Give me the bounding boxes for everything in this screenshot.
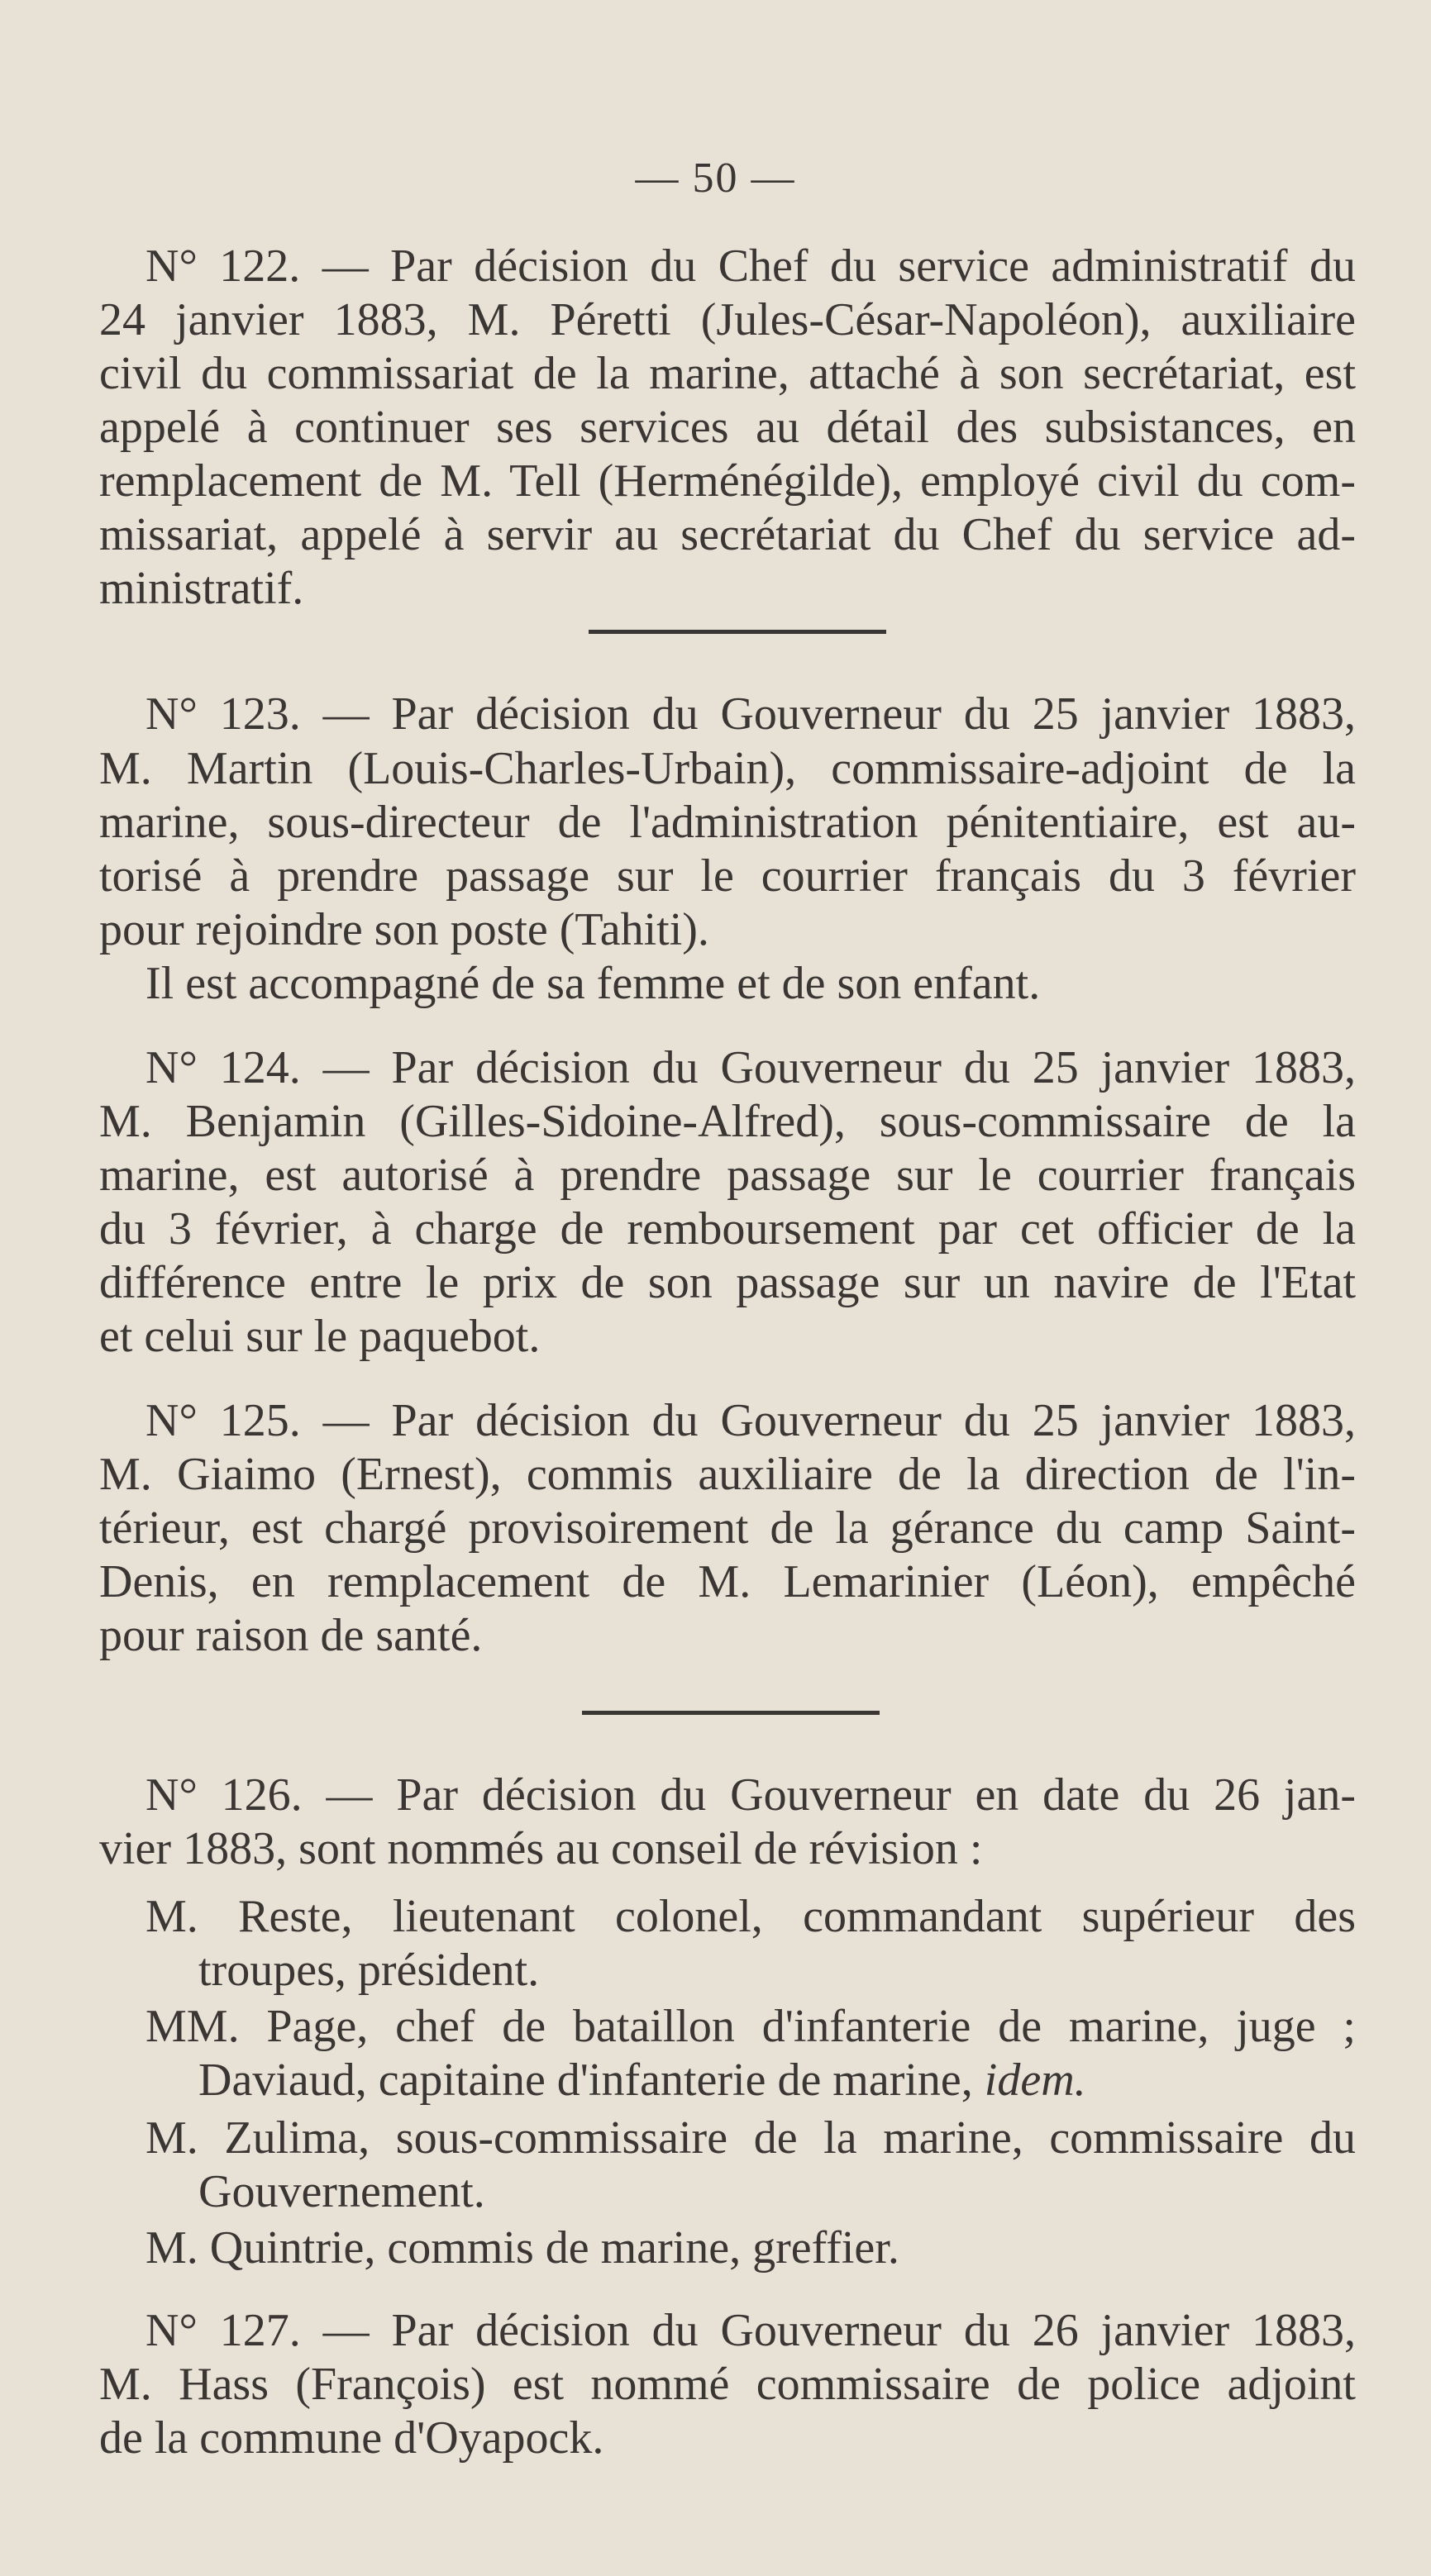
text-line: 24 janvier 1883, M. Péretti (Jules-César-Napoléon), auxiliaire [99,294,1356,345]
text-line: M. Zulima, sous-commissaire de la marine, commissaire du [145,2112,1356,2164]
text-line: appelé à continuer ses services au détail des subsistances, en [99,402,1356,453]
text-line: M. Quintrie, commis de marine, greffier. [145,2222,899,2274]
text-line: marine, est autorisé à prendre passage sur le courrier français [99,1150,1356,1201]
text-line: civil du commissariat de la marine, attaché à son secrétariat, est [99,348,1356,399]
text-line: M. Hass (François) est nommé commissaire de police adjoint [99,2359,1356,2410]
text-line: N° 124. — Par décision du Gouverneur du 25 janvier 1883, [145,1042,1356,1093]
text-line: térieur, est chargé provisoirement de la gérance du camp Saint- [99,1502,1356,1554]
text-line: ministratif. [99,563,304,614]
text-line: remplacement de M. Tell (Herménégilde), employé civil du com- [99,455,1356,507]
text-line: Denis, en remplacement de M. Lemarinier (Léon), empêché [99,1556,1356,1607]
text-line: marine, sous-directeur de l'administration pénitentiaire, est au- [99,797,1356,848]
text-line: M. Giaimo (Ernest), commis auxiliaire de la direction de l'in- [99,1449,1356,1500]
text-line: et celui sur le paquebot. [99,1311,541,1362]
text-line: vier 1883, sont nommés au conseil de révision : [99,1823,983,1874]
text-line: troupes, président. [198,1945,540,1996]
text-line: Il est accompagné de sa femme et de son enfant. [145,958,1041,1009]
text-line: MM. Page, chef de bataillon d'infanterie de marine, juge ; [145,2001,1356,2052]
text-line: de la commune d'Oyapock. [99,2412,604,2464]
text-line: N° 127. — Par décision du Gouverneur du 26 janvier 1883, [145,2305,1356,2356]
text-line: du 3 février, à charge de remboursement par cet officier de la [99,1203,1356,1255]
text-line: N° 126. — Par décision du Gouverneur en date du 26 jan- [145,1769,1356,1821]
text-line: N° 122. — Par décision du Chef du service administratif du [145,240,1356,292]
text-line: M. Reste, lieutenant colonel, commandant supérieur des [145,1891,1356,1942]
text-line [198,2054,1356,2107]
text-line: Gouvernement. [198,2166,485,2217]
text-line: M. Benjamin (Gilles-Sidoine-Alfred), sous-commissaire de la [99,1096,1356,1147]
text-line: missariat, appelé à servir au secrétariat du Chef du service ad- [99,509,1356,560]
text-line: pour rejoindre son poste (Tahiti). [99,904,709,955]
page-number: — 50 — [635,155,796,202]
separator-rule [582,1711,880,1715]
text-line: torisé à prendre passage sur le courrier français du 3 février [99,850,1356,902]
text-line: pour raison de santé. [99,1610,483,1661]
text-line: N° 125. — Par décision du Gouverneur du 25 janvier 1883, [145,1395,1356,1446]
text-line: N° 123. — Par décision du Gouverneur du 25 janvier 1883, [145,688,1356,740]
text-span: Daviaud, capitaine d'infanterie de marine, [198,2055,973,2106]
text-span-italic: idem. [984,2055,1086,2106]
text-line: différence entre le prix de son passage sur un navire de l'Etat [99,1257,1356,1308]
separator-rule [589,630,886,634]
text-line: M. Martin (Louis-Charles-Urbain), commissaire-adjoint de la [99,743,1356,794]
